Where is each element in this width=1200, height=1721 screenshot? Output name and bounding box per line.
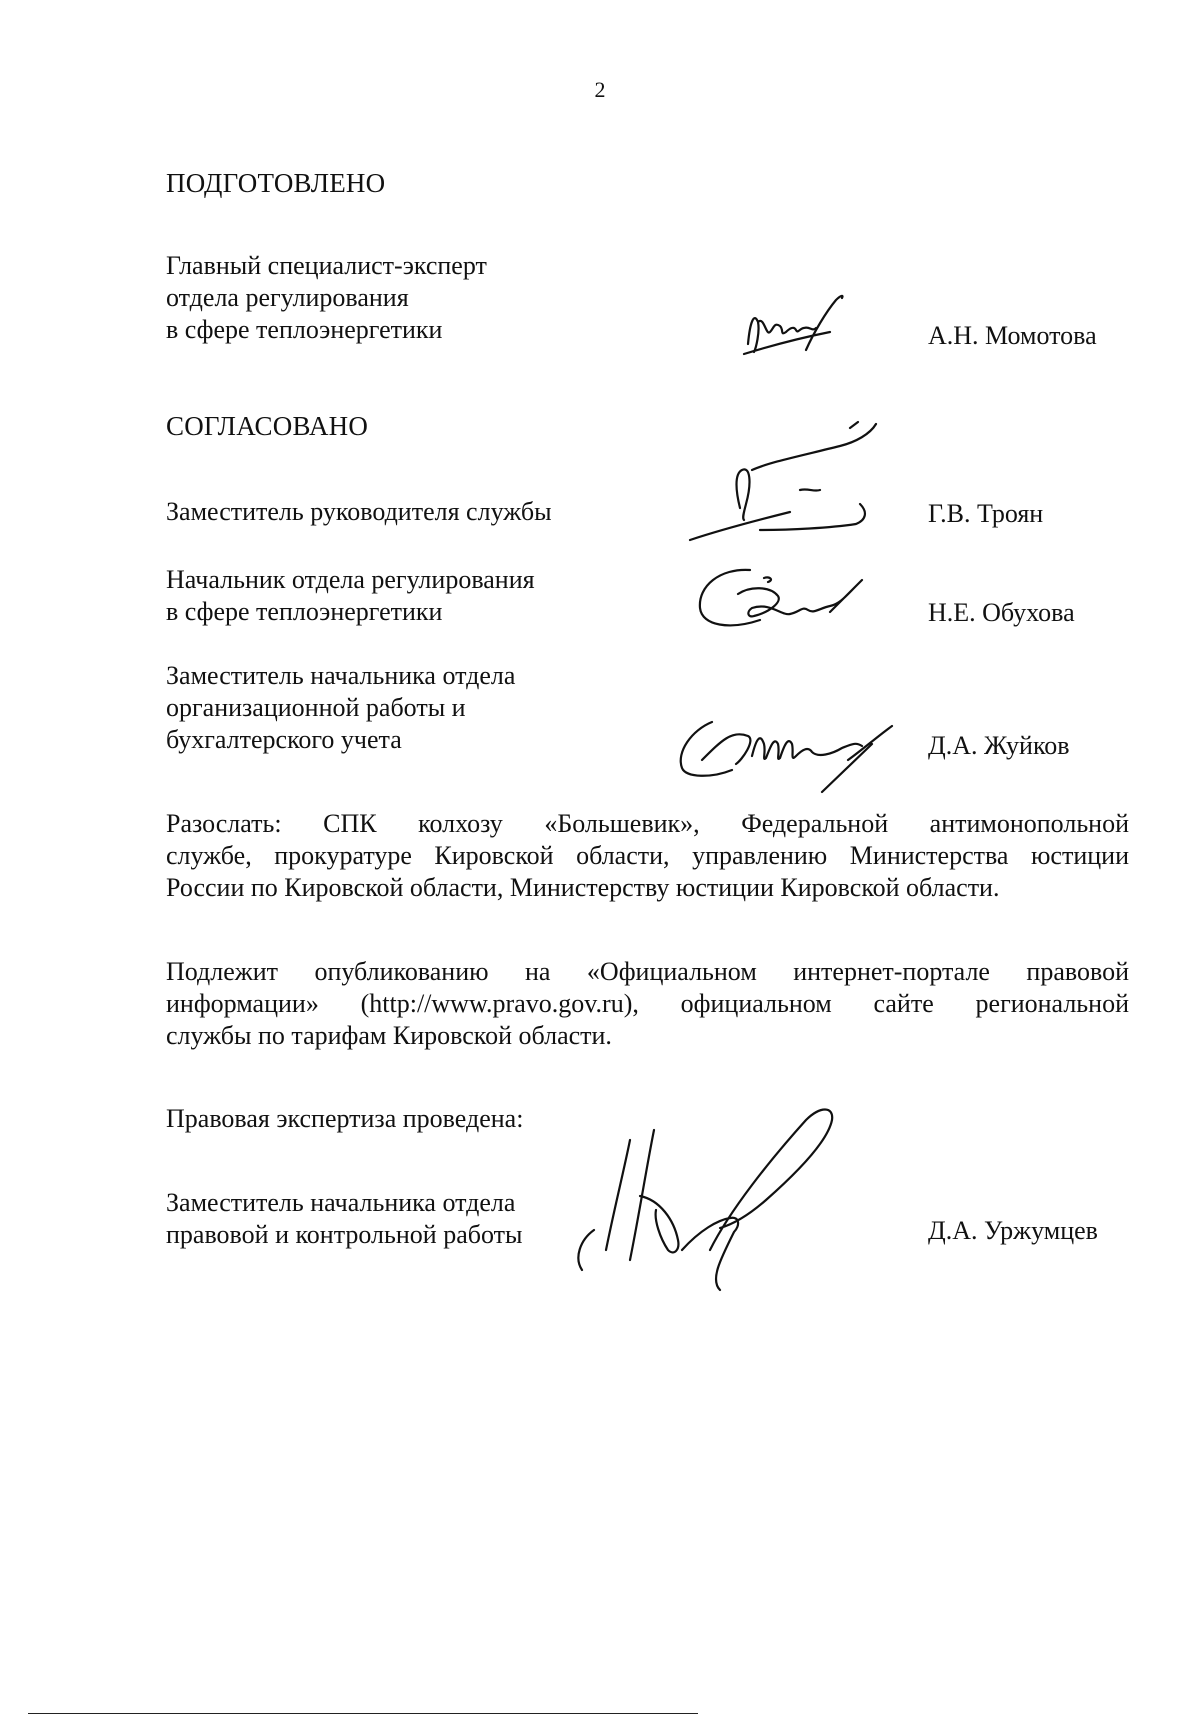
agreed-name-3: Д.А. Жуйков: [928, 731, 1070, 760]
agreed-position-3: [166, 660, 515, 756]
agreed-name-2: Н.Е. Обухова: [928, 598, 1075, 627]
position-line: бухгалтерского учета: [166, 725, 402, 754]
publication-paragraph: [166, 956, 1129, 1052]
paragraph-line: службы по тарифам Кировской области.: [166, 1021, 612, 1050]
position-line: Заместитель руководителя службы: [166, 497, 552, 526]
legal-review-position: [166, 1187, 522, 1251]
signature-obukhova: [690, 556, 870, 636]
legal-review-name: Д.А. Уржумцев: [928, 1216, 1098, 1245]
paragraph-line: Подлежит опубликованию на «Официальном интернет-портале правовой: [166, 957, 1129, 986]
paragraph-line: России по Кировской области, Министерству юстиции Кировской области.: [166, 873, 1000, 902]
position-line: Заместитель начальника отдела: [166, 1188, 516, 1217]
footer-rule: [28, 1713, 698, 1714]
legal-review-caption: Правовая экспертиза проведена:: [166, 1104, 524, 1133]
paragraph-line: информации» (http://www.pravo.gov.ru), официальном сайте региональной: [166, 989, 1129, 1018]
agreed-position-2: [166, 564, 535, 628]
paragraph-line: службе, прокуратуре Кировской области, управлению Министерства юстиции: [166, 841, 1129, 870]
signature-urzhumtsev: [570, 1100, 880, 1300]
position-line: Заместитель начальника отдела: [166, 661, 516, 690]
paragraph-line: Разослать: СПК колхозу «Большевик», Федеральной антимонопольной: [166, 809, 1129, 838]
position-line: в сфере теплоэнергетики: [166, 597, 443, 626]
agreed-heading: СОГЛАСОВАНО: [166, 411, 369, 441]
prepared-name: А.Н. Момотова: [928, 321, 1097, 350]
prepared-heading: ПОДГОТОВЛЕНО: [166, 168, 386, 198]
page-number: 2: [594, 77, 606, 102]
prepared-position: [166, 250, 487, 346]
signature-troyan: [680, 412, 890, 552]
position-line: правовой и контрольной работы: [166, 1220, 523, 1249]
agreed-name-1: Г.В. Троян: [928, 499, 1044, 528]
agreed-position-1: [166, 496, 552, 528]
position-line: Главный специалист-эксперт: [166, 251, 487, 280]
position-line: Начальник отдела регулирования: [166, 565, 535, 594]
distribution-paragraph: [166, 808, 1129, 904]
position-line: отдела регулирования: [166, 283, 409, 312]
signature-zhuykov: [672, 700, 912, 800]
signature-momotova: [740, 292, 860, 362]
position-line: в сфере теплоэнергетики: [166, 315, 443, 344]
position-line: организационной работы и: [166, 693, 466, 722]
